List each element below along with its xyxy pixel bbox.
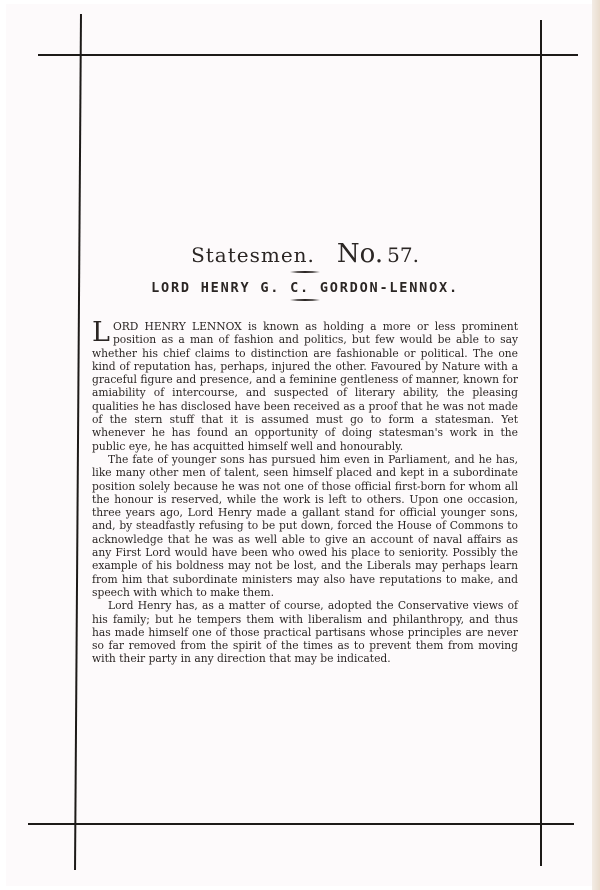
paragraph-1	[92, 317, 518, 453]
series-title: Statesmen.	[191, 243, 315, 267]
drop-cap: L	[92, 317, 110, 348]
article-body	[92, 317, 518, 666]
number-label: No.	[336, 239, 384, 269]
border-top	[38, 54, 578, 56]
subject-name: LORD HENRY G. C. GORDON-LENNOX.	[151, 280, 459, 296]
page-heading	[92, 232, 518, 270]
issue-number: 57.	[387, 243, 419, 267]
paragraph-1-text: ORD HENRY LENNOX is known as holding a more or less prominent position as a man of fashion and politics, but few would be able to say whether his chief claims to distinction are fashionable or political. The one kind of reputation has, perhaps, injured the other. Favoured by Nature with a graceful figure and presence, and a feminine gentleness of manner, known for amiability of intercourse, and suspected of literary ability, the pleasing qualities he has disclosed have been received as a proof that he was not made of the stern stuff that it is assumed must go to form a statesman. Yet whenever he has found an opportunity of doing statesman's work in the public eye, he has acquitted himself well and honourably.	[92, 320, 518, 453]
ornament-rule-top	[290, 270, 320, 274]
paragraph-3: Lord Henry has, as a matter of course, adopted the Conservative views of his family; but he tempers them with liberalism and philanthropy, and thus has made himself one of those practical partisans whose principles are never so far removed from the spirit of the times as to prevent them from moving with their party in any direction that may be indicated.	[92, 599, 518, 666]
page-edge	[592, 0, 600, 890]
ornament-rule-bottom	[290, 298, 320, 302]
border-right	[540, 20, 542, 866]
border-bottom	[28, 823, 574, 825]
paragraph-2: The fate of younger sons has pursued him even in Parliament, and he has, like many other men of talent, seen himself placed and kept in a subordinate position solely because he was not one of those official first-born for whom all the honour is reserved, while the work is left to others. Upon one occasion, three years ago, Lord Henry made a gallant stand for official younger sons, and, by steadfastly refusing to be put down, forced the House of Commons to acknowledge that he was as well able to give an account of naval affairs as any First Lord would have been who owed his place to seniority. Possibly the example of his boldness may not be lost, and the Liberals may perhaps learn from him that subordinate ministers may also have reputations to make, and speech with which to make them.	[92, 452, 518, 599]
article	[92, 232, 518, 666]
